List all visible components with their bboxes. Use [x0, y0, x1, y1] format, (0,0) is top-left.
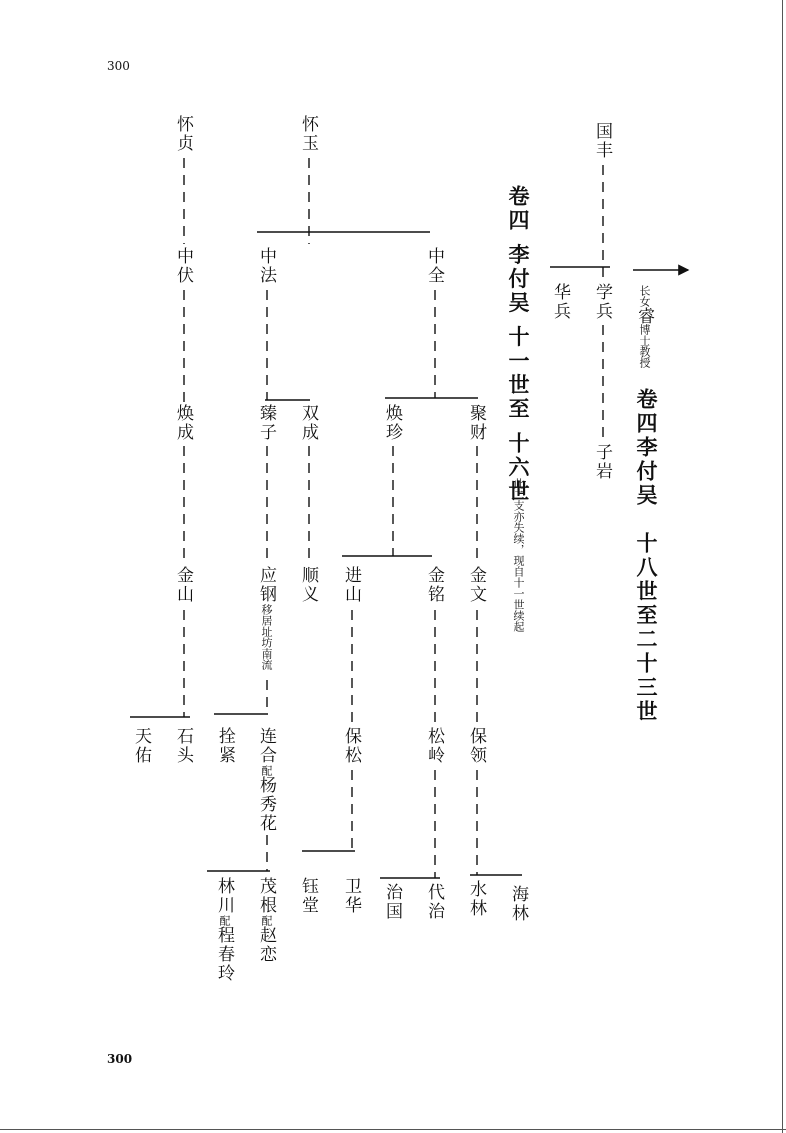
node-zhenzi: 臻子 — [256, 404, 276, 442]
node-zhongfa: 中法 — [256, 247, 276, 285]
descent-lines — [184, 158, 603, 878]
node-huaizhen: 怀贞 — [173, 115, 193, 153]
section-title-left: 卷四 李付吴 十一世至 十六世 — [506, 185, 531, 504]
section-title-right: 卷四李付吴 十八世至二十三世 — [634, 388, 659, 724]
node-huabing: 华兵 — [550, 283, 570, 321]
node-lianhe-name: 连合 — [256, 727, 276, 765]
node-lianhe-spouse: 杨秀花 — [256, 776, 276, 833]
node-jucai: 聚财 — [466, 404, 486, 442]
node-huancheng: 焕成 — [173, 404, 193, 442]
node-jinshan: 金山 — [173, 566, 193, 604]
node-maogen-pei: 配 — [260, 915, 273, 926]
node-tianyou: 天佑 — [131, 727, 151, 765]
node-daizhi: 代治 — [424, 883, 444, 921]
node-shitou: 石头 — [173, 727, 193, 765]
node-maogen — [256, 877, 276, 964]
node-xuebing: 学兵 — [592, 283, 612, 321]
node-linchuan-name: 林川 — [214, 877, 234, 915]
node-baosong: 保松 — [341, 727, 361, 765]
node-linchuan-pei: 配 — [218, 915, 231, 926]
node-lianhe-pei: 配 — [260, 765, 273, 776]
node-yinggang-note: 移居址坊南流 — [260, 604, 273, 670]
author-credit — [636, 285, 652, 368]
node-shuilin: 水林 — [466, 880, 486, 918]
author-name: 睿 — [634, 307, 654, 324]
node-songling: 松岭 — [424, 727, 444, 765]
node-guofeng: 国丰 — [592, 122, 612, 160]
node-ziyan: 子岩 — [592, 443, 612, 481]
node-jinshan2: 进山 — [341, 566, 361, 604]
node-shuangcheng: 双成 — [298, 404, 318, 442]
node-baoling: 保领 — [466, 727, 486, 765]
node-yinggang — [256, 566, 276, 670]
node-zhongfu: 中伏 — [173, 247, 193, 285]
node-shunyi: 顺义 — [298, 566, 318, 604]
node-yinggang-name: 应钢 — [256, 566, 276, 604]
node-lianhe — [256, 727, 276, 833]
node-shuanjin: 拴紧 — [215, 727, 235, 765]
connector-bars — [130, 232, 610, 878]
node-maogen-spouse: 赵恋 — [256, 926, 276, 964]
node-zhiguo: 治国 — [382, 883, 402, 921]
author-prefix: 长女 — [638, 285, 651, 307]
node-weihua: 卫华 — [341, 877, 361, 915]
node-yutang: 钰堂 — [298, 877, 318, 915]
node-hailin: 海林 — [508, 885, 528, 923]
node-jinwen: 金文 — [466, 566, 486, 604]
section-note-left: 此二支亦失续，现自十一世续起 — [512, 478, 525, 632]
node-huanzhen: 焕珍 — [382, 404, 402, 442]
node-maogen-name: 茂根 — [256, 877, 276, 915]
node-jinming: 金铭 — [424, 566, 444, 604]
node-linchuan — [214, 877, 234, 983]
page-number-bottom: 300 — [107, 1052, 133, 1066]
page-number-top: 300 — [107, 59, 130, 73]
node-zhongquan: 中全 — [424, 247, 444, 285]
node-linchuan-spouse: 程春玲 — [214, 926, 234, 983]
author-suffix: 博士教授 — [638, 324, 651, 368]
node-huaiyu: 怀玉 — [298, 115, 318, 153]
